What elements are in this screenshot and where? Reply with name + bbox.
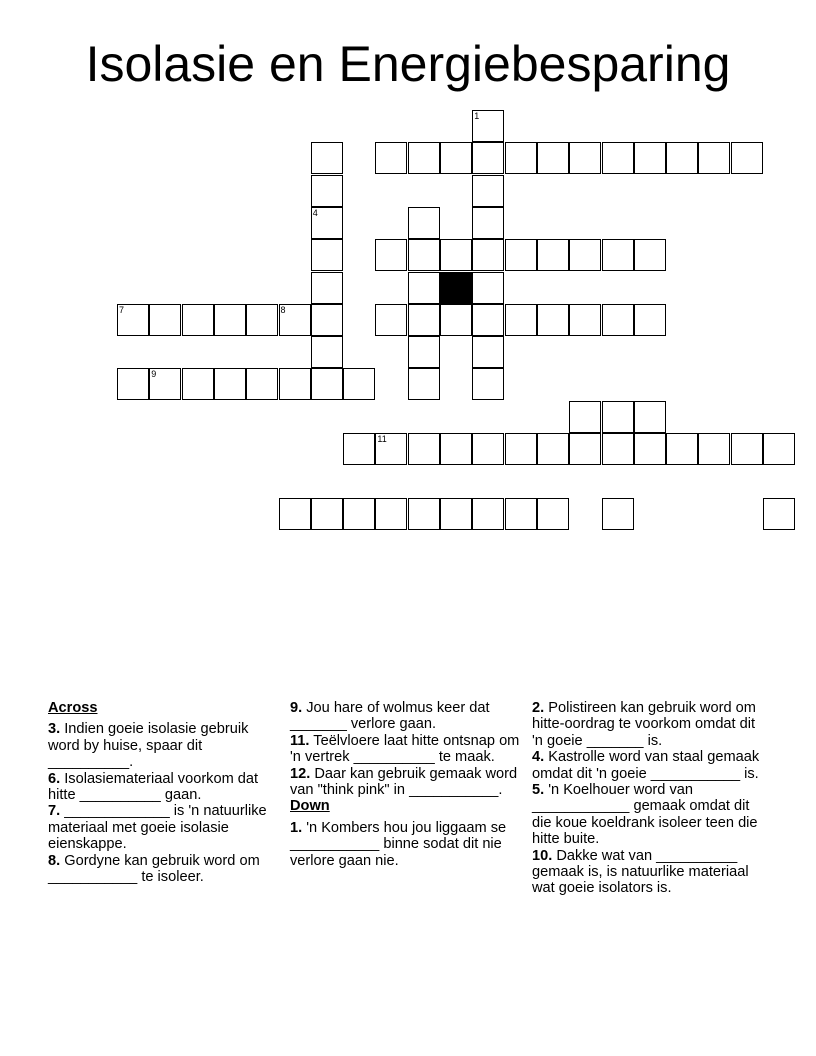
clue-text: Indien goeie isolasie gebruik word by huise, spaar dit __________. xyxy=(48,721,249,771)
grid-cell[interactable] xyxy=(472,110,504,142)
grid-cell[interactable] xyxy=(311,368,343,400)
grid-cell[interactable] xyxy=(537,304,569,336)
clue-text: Kastrolle word van staal gemaak omdat dit 'n goeie ___________ is. xyxy=(532,749,760,782)
grid-cell[interactable] xyxy=(569,239,601,271)
grid-cell[interactable] xyxy=(375,304,407,336)
clue-text: Dakke wat van __________ gemaak is, is natuurlike materiaal wat goeie isolators is. xyxy=(532,847,749,897)
grid-cell[interactable] xyxy=(537,433,569,465)
cell-number: 7 xyxy=(119,304,125,315)
clue-number: 4. xyxy=(532,749,545,766)
grid-cell[interactable] xyxy=(408,239,440,271)
grid-cell[interactable] xyxy=(375,433,407,465)
grid-cell[interactable] xyxy=(246,304,278,336)
clue-number: 9. xyxy=(290,700,303,716)
grid-cell[interactable] xyxy=(472,207,504,239)
grid-cell[interactable] xyxy=(343,433,375,465)
clue-across-12 xyxy=(290,766,522,799)
grid-cell[interactable] xyxy=(505,498,537,530)
grid-cell[interactable] xyxy=(472,239,504,271)
grid-cell[interactable] xyxy=(311,142,343,174)
clue-text: Isolasiemateriaal voorkom dat hitte __________ gaan. xyxy=(48,770,259,804)
clue-down-10 xyxy=(532,848,764,897)
grid-cell[interactable] xyxy=(408,207,440,239)
grid-cell[interactable] xyxy=(440,498,472,530)
grid-cell[interactable] xyxy=(408,336,440,368)
clue-number: 3. xyxy=(48,721,61,738)
grid-cell[interactable] xyxy=(408,368,440,400)
cell-number: 1 xyxy=(474,111,480,121)
clue-across-6 xyxy=(48,771,280,804)
black-square xyxy=(440,272,472,304)
grid-cell[interactable] xyxy=(666,142,698,174)
grid-cell[interactable] xyxy=(698,142,730,174)
grid-cell[interactable] xyxy=(311,175,343,207)
clue-number: 5. xyxy=(532,782,545,799)
grid-cell[interactable] xyxy=(602,401,634,433)
grid-cell[interactable] xyxy=(763,433,795,465)
grid-cell[interactable] xyxy=(311,272,343,304)
grid-cell[interactable] xyxy=(375,239,407,271)
grid-cell[interactable] xyxy=(602,304,634,336)
grid-cell[interactable] xyxy=(279,368,311,400)
clue-number: 11. xyxy=(290,732,310,749)
grid-cell[interactable] xyxy=(214,304,246,336)
grid-cell[interactable] xyxy=(408,142,440,174)
grid-cell[interactable] xyxy=(246,368,278,400)
grid-cell[interactable] xyxy=(602,498,634,530)
clue-down-2 xyxy=(532,700,764,749)
clue-across-11 xyxy=(290,733,522,766)
grid-cell[interactable] xyxy=(602,142,634,174)
grid-cell[interactable] xyxy=(505,433,537,465)
grid-cell[interactable] xyxy=(537,239,569,271)
clue-column-2 xyxy=(290,700,522,869)
clue-text: Gordyne kan gebruik word om ___________ te isoleer. xyxy=(48,852,260,886)
grid-cell[interactable] xyxy=(149,368,181,400)
clue-number: 10. xyxy=(532,847,553,864)
across-heading: Across xyxy=(48,700,98,716)
grid-cell[interactable] xyxy=(440,142,472,174)
grid-cell[interactable] xyxy=(472,433,504,465)
grid-cell[interactable] xyxy=(149,304,181,336)
grid-cell[interactable] xyxy=(375,498,407,530)
clue-number: 8. xyxy=(48,852,61,869)
grid-cell[interactable] xyxy=(634,401,666,433)
grid-cell[interactable] xyxy=(569,142,601,174)
grid-cell[interactable] xyxy=(505,304,537,336)
grid-cell[interactable] xyxy=(472,498,504,530)
clue-across-8 xyxy=(48,853,280,886)
clue-across-3 xyxy=(48,721,280,770)
grid-cell[interactable] xyxy=(472,142,504,174)
grid-cell[interactable] xyxy=(343,498,375,530)
grid-cell[interactable] xyxy=(440,304,472,336)
grid-cell[interactable] xyxy=(666,433,698,465)
grid-cell[interactable] xyxy=(311,207,343,239)
clue-down-5 xyxy=(532,782,764,848)
grid-cell[interactable] xyxy=(472,336,504,368)
clue-column-1 xyxy=(48,700,280,885)
clue-column-3 xyxy=(532,700,764,897)
clue-down-1 xyxy=(290,820,522,869)
grid-cell[interactable] xyxy=(182,304,214,336)
grid-cell[interactable] xyxy=(408,433,440,465)
grid-cell[interactable] xyxy=(569,401,601,433)
clue-number: 12. xyxy=(290,765,311,782)
grid-cell[interactable] xyxy=(279,304,311,336)
grid-cell[interactable] xyxy=(343,368,375,400)
clue-text: Daar kan gebruik gemaak word van "think pink" in ___________. xyxy=(290,765,518,799)
cell-number: 9 xyxy=(151,369,157,380)
cell-number: 4 xyxy=(312,207,318,218)
grid-cell[interactable] xyxy=(311,239,343,271)
grid-cell[interactable] xyxy=(117,368,149,400)
grid-cell[interactable] xyxy=(505,239,537,271)
grid-cell[interactable] xyxy=(698,433,730,465)
grid-cell[interactable] xyxy=(569,433,601,465)
grid-cell[interactable] xyxy=(472,304,504,336)
grid-cell[interactable] xyxy=(182,368,214,400)
clue-across-9 xyxy=(290,700,522,733)
grid-cell[interactable] xyxy=(634,239,666,271)
grid-cell[interactable] xyxy=(311,304,343,336)
clue-number: 2. xyxy=(532,700,545,716)
down-heading: Down xyxy=(290,798,330,815)
grid-cell[interactable] xyxy=(408,304,440,336)
grid-cell[interactable] xyxy=(763,498,795,530)
grid-cell[interactable] xyxy=(634,433,666,465)
clue-list xyxy=(48,700,768,1000)
clue-text: Teëlvloere laat hitte ontsnap om 'n vertrek __________ te maak. xyxy=(290,732,520,766)
grid-cell[interactable] xyxy=(602,433,634,465)
clue-number: 6. xyxy=(48,770,61,787)
grid-cell[interactable] xyxy=(214,368,246,400)
grid-cell[interactable] xyxy=(472,272,504,304)
grid-cell[interactable] xyxy=(731,433,763,465)
cell-number: 11 xyxy=(377,434,387,444)
grid-cell[interactable] xyxy=(634,304,666,336)
grid-cell[interactable] xyxy=(731,142,763,174)
grid-cell[interactable] xyxy=(537,142,569,174)
clue-text: Polistireen kan gebruik word om hitte-oordrag te voorkom omdat dit 'n goeie _______ is. xyxy=(532,700,756,749)
grid-cell[interactable] xyxy=(408,498,440,530)
clue-text: Jou hare of wolmus keer dat _______ verlore gaan. xyxy=(290,700,490,733)
grid-cell[interactable] xyxy=(569,304,601,336)
grid-cell[interactable] xyxy=(537,498,569,530)
clue-text: 'n Koelhouer word van ____________ gemaak omdat dit die koue koeldrank isoleer teen die hitte buite. xyxy=(532,782,758,848)
clue-across-7 xyxy=(48,803,280,852)
grid-cell[interactable] xyxy=(311,498,343,530)
clue-text: 'n Kombers hou jou liggaam se ___________ binne sodat dit nie verlore gaan nie. xyxy=(290,819,507,869)
grid-cell[interactable] xyxy=(117,304,149,336)
grid-cell[interactable] xyxy=(440,239,472,271)
grid-cell[interactable] xyxy=(602,239,634,271)
clue-text: _____________ is 'n natuurlike materiaal met goeie isolasie eienskappe. xyxy=(48,803,267,853)
page-title: Isolasie en Energiebesparing xyxy=(85,36,731,92)
clue-number: 7. xyxy=(48,803,61,820)
grid-cell[interactable] xyxy=(505,142,537,174)
grid-cell[interactable] xyxy=(311,336,343,368)
cell-number: 8 xyxy=(280,304,286,315)
clue-number: 1. xyxy=(290,819,303,836)
grid-cell[interactable] xyxy=(408,272,440,304)
grid-cell[interactable] xyxy=(440,433,472,465)
grid-cell[interactable] xyxy=(472,368,504,400)
grid-cell[interactable] xyxy=(279,498,311,530)
grid-cell[interactable] xyxy=(472,175,504,207)
clue-down-4 xyxy=(532,749,764,782)
grid-cell[interactable] xyxy=(375,142,407,174)
grid-cell[interactable] xyxy=(634,142,666,174)
